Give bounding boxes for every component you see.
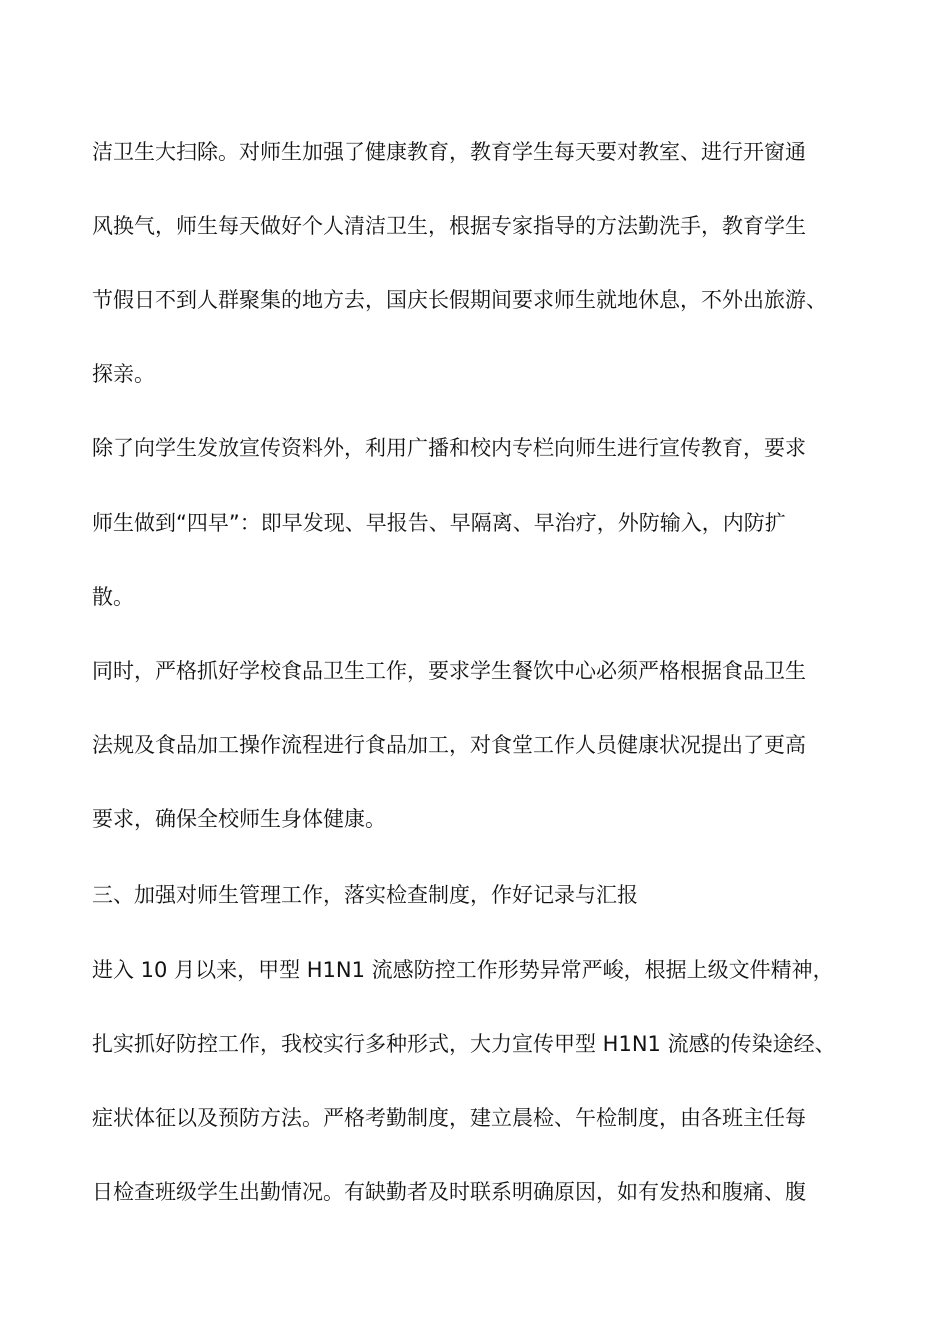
text-line: 要求，确保全校师生身体健康。 — [92, 807, 386, 831]
text-line: 师生做到“四早”：即早发现、早报告、早隔离、早治疗，外防输入，内防扩 — [92, 511, 786, 535]
section-heading: 三、加强对师生管理工作，落实检查制度，作好记录与汇报 — [92, 883, 638, 907]
text-line: 进入 10 月以来，甲型 H1N1 流感防控工作形势异常严峻，根据上级文件精神， — [92, 958, 834, 982]
text-line: 节假日不到人群聚集的地方去，国庆长假期间要求师生就地休息，不外出旅游、 — [92, 288, 827, 312]
text-line: 同时，严格抓好学校食品卫生工作，要求学生餐饮中心必须严格根据食品卫生 — [92, 659, 806, 683]
text-line: 法规及食品加工操作流程进行食品加工，对食堂工作人员健康状况提出了更高 — [92, 733, 806, 757]
text-line: 除了向学生发放宣传资料外，利用广播和校内专栏向师生进行宣传教育，要求 — [92, 436, 806, 460]
text-line: 散。 — [92, 585, 134, 609]
text-line: 探亲。 — [92, 362, 155, 386]
text-line: 扎实抓好防控工作，我校实行多种形式，大力宣传甲型 H1N1 流感的传染途经、 — [92, 1032, 836, 1056]
text-line: 风换气，师生每天做好个人清洁卫生，根据专家指导的方法勤洗手，教育学生 — [92, 214, 806, 238]
text-line: 症状体征以及预防方法。严格考勤制度，建立晨检、午检制度，由各班主任每 — [92, 1106, 806, 1130]
text-line: 洁卫生大扫除。对师生加强了健康教育，教育学生每天要对教室、进行开窗通 — [92, 140, 806, 164]
text-line: 日检查班级学生出勤情况。有缺勤者及时联系明确原因，如有发热和腹痛、腹 — [92, 1180, 806, 1204]
